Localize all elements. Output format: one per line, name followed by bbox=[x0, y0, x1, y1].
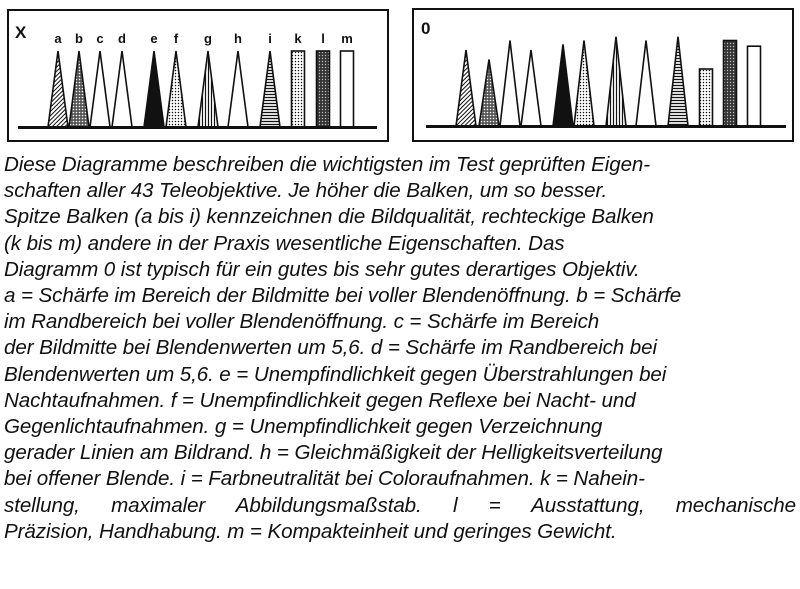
caption-line-3: Spitze Balken (a bis i) kennzeichnen die Bildqualität, rechteckige Balken bbox=[4, 205, 654, 229]
chart-title-0: 0 bbox=[421, 19, 431, 38]
chart-title-x: X bbox=[15, 23, 27, 42]
chart-panel-x bbox=[8, 10, 388, 141]
category-label-k: k bbox=[294, 31, 302, 46]
category-label-i: i bbox=[268, 31, 272, 46]
caption-line-8: der Bildmitte bei Blendenwerten um 5,6. d = Schärfe im Randbereich bei bbox=[4, 336, 657, 360]
charts-area bbox=[0, 0, 800, 150]
category-label-h: h bbox=[234, 31, 242, 46]
caption-line-12: gerader Linien am Bildrand. h = Gleichmäßigkeit der Helligkeitsverteilung bbox=[4, 441, 663, 465]
category-label-d: d bbox=[118, 31, 126, 46]
rect-bar-k-x bbox=[292, 51, 305, 127]
chart-panel-0 bbox=[413, 9, 793, 141]
rect-bar-k-0 bbox=[700, 69, 713, 126]
category-label-g: g bbox=[204, 31, 212, 46]
caption-line-2: schaften aller 43 Teleobjektive. Je höher die Balken, um so besser. bbox=[4, 179, 608, 203]
caption-line-4: (k bis m) andere in der Praxis wesentliche Eigenschaften. Das bbox=[4, 231, 565, 255]
caption-line-13: bei offener Blende. i = Farbneutralität bei Coloraufnahmen. k = Nahein- bbox=[4, 467, 645, 491]
rect-bar-l-0 bbox=[724, 41, 737, 127]
caption-line-5: Diagramm 0 ist typisch für ein gutes bis sehr gutes derartiges Objektiv. bbox=[4, 257, 640, 281]
caption-line-7: im Randbereich bei voller Blendenöffnung. c = Schärfe im Bereich bbox=[4, 310, 600, 334]
caption-line-9: Blendenwerten um 5,6. e = Unempfindlichkeit gegen Überstrahlungen bei bbox=[4, 362, 667, 386]
caption-line-10: Nachtaufnahmen. f = Unempfindlichkeit gegen Reflexe bei Nacht- und bbox=[4, 388, 636, 412]
category-label-m: m bbox=[341, 31, 353, 46]
category-label-f: f bbox=[173, 31, 179, 46]
category-label-e: e bbox=[150, 31, 158, 46]
caption-line-15: Präzision, Handhabung. m = Kompakteinheit und geringes Gewicht. bbox=[4, 519, 617, 543]
caption-text bbox=[4, 152, 796, 545]
caption-line-14: stellung, maximaler Abbildungsmaßstab. l = Ausstattung, mechanische bbox=[4, 493, 796, 517]
category-label-a: a bbox=[54, 31, 62, 46]
caption-line-11: Gegenlichtaufnahmen. g = Unempfindlichkeit gegen Verzeichnung bbox=[4, 415, 603, 439]
rect-bar-m-x bbox=[341, 51, 354, 127]
category-label-c: c bbox=[96, 31, 104, 46]
caption-line-6: a = Schärfe im Bereich der Bildmitte bei voller Blendenöffnung. b = Schärfe bbox=[4, 284, 682, 308]
rect-bar-l-x bbox=[317, 51, 330, 127]
caption-line-1: Diese Diagramme beschreiben die wichtigsten im Test geprüften Eigen- bbox=[4, 153, 651, 176]
category-label-b: b bbox=[75, 31, 83, 46]
category-label-l: l bbox=[321, 31, 325, 46]
rect-bar-m-0 bbox=[748, 46, 761, 126]
